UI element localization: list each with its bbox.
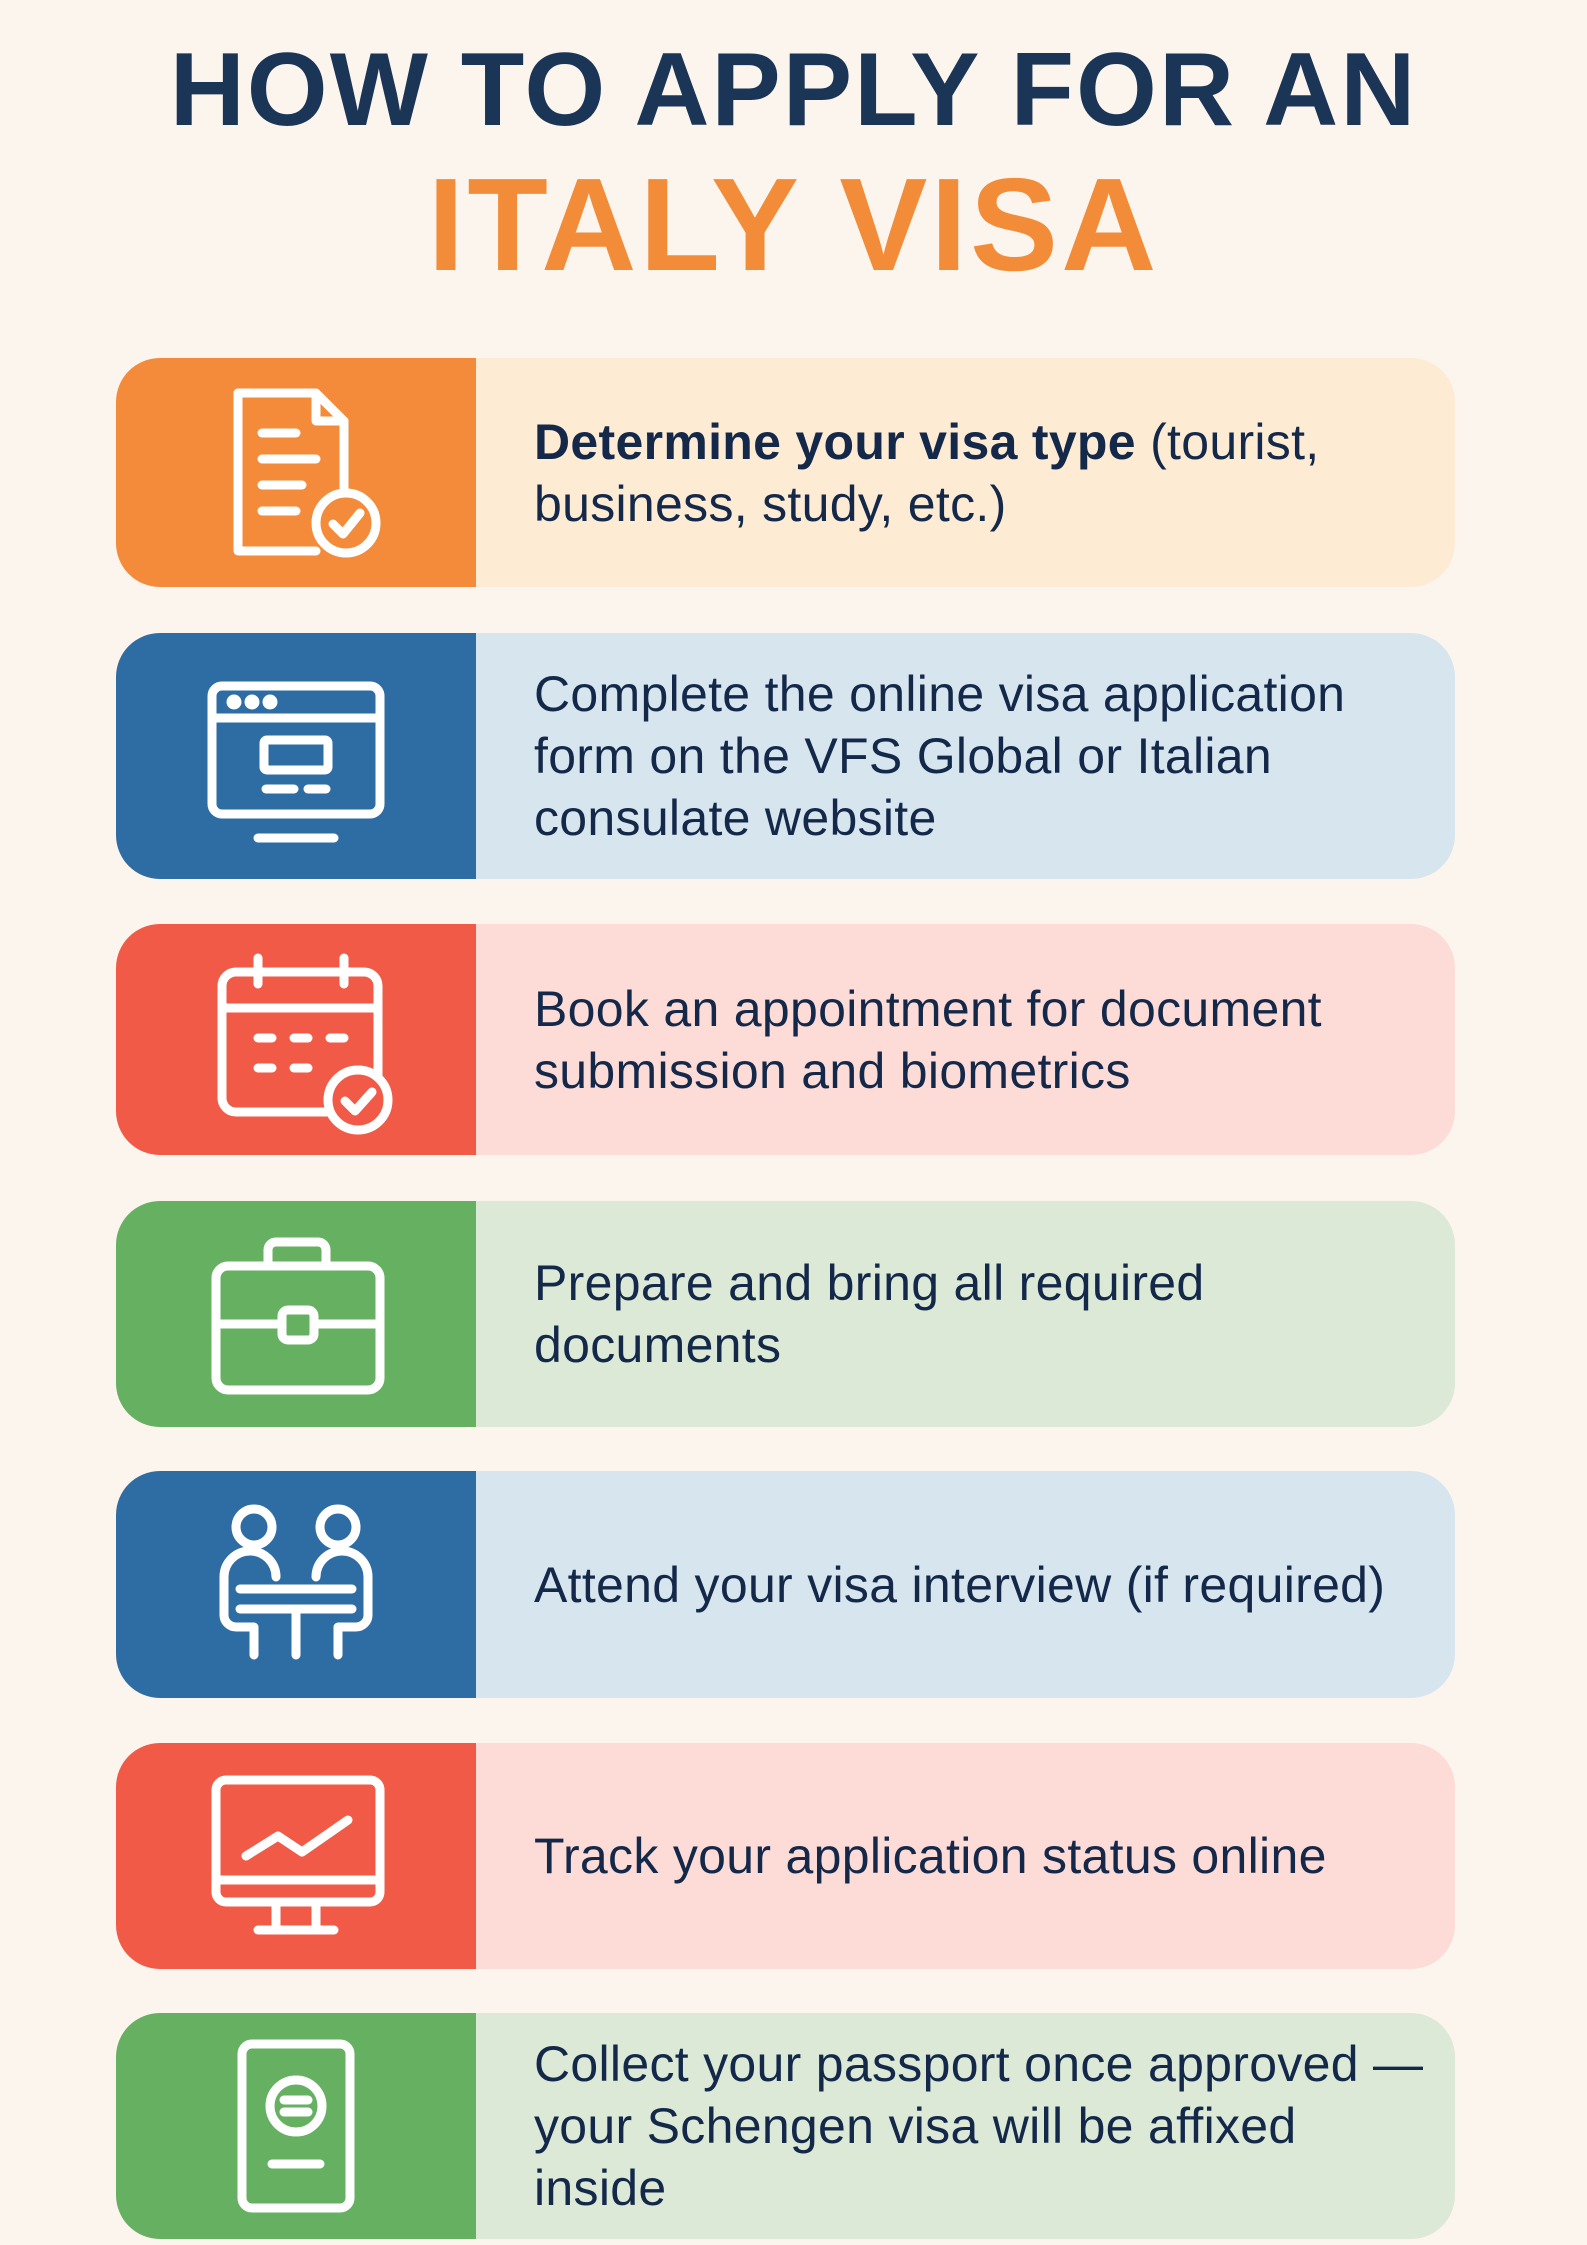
step-3-text: Book an appointment for document submission and biometrics	[534, 980, 1322, 1099]
step-2-icon-panel	[116, 633, 476, 879]
calendar-check-icon	[196, 940, 396, 1140]
step-3-icon-panel	[116, 924, 476, 1155]
passport-icon	[196, 2026, 396, 2226]
step-1-text-regular: (tourist, business, study, etc.)	[534, 413, 1320, 532]
browser-window-icon	[196, 656, 396, 856]
step-5-text-panel	[476, 1471, 1455, 1698]
step-5-icon-panel	[116, 1471, 476, 1698]
step-4-text-panel	[476, 1201, 1455, 1427]
step-3-text-panel	[476, 924, 1455, 1155]
step-2-text-panel	[476, 633, 1455, 879]
briefcase-icon	[196, 1214, 396, 1414]
step-card-6	[116, 1743, 1455, 1969]
step-1-icon-panel	[116, 358, 476, 587]
document-check-icon	[196, 373, 396, 573]
step-1-text	[534, 411, 1435, 535]
step-card-3	[116, 924, 1455, 1155]
step-card-7	[116, 2013, 1455, 2239]
title-line-2: ITALY VISA	[427, 151, 1160, 298]
step-card-4	[116, 1201, 1455, 1427]
step-5-text: Attend your visa interview (if required)	[534, 1556, 1386, 1613]
step-card-5	[116, 1471, 1455, 1698]
title-line-1: HOW TO APPLY FOR AN	[169, 32, 1418, 148]
step-6-text: Track your application status online	[534, 1828, 1327, 1884]
step-2-text: Complete the online visa application form on the VFS Global or Italian consulate website	[534, 666, 1346, 846]
step-6-text-panel	[476, 1743, 1455, 1969]
monitor-chart-icon	[196, 1756, 396, 1956]
step-7-text-panel	[476, 2013, 1455, 2239]
step-card-1	[116, 358, 1455, 587]
step-6-icon-panel	[116, 1743, 476, 1969]
interview-people-icon	[196, 1485, 396, 1685]
step-1-text-panel	[476, 358, 1455, 587]
step-card-2	[116, 633, 1455, 879]
step-7-text: Collect your passport once approved — your Schengen visa will be affixed inside	[534, 2036, 1424, 2216]
step-7-icon-panel	[116, 2013, 476, 2239]
step-1-text-bold: Determine your visa type	[534, 413, 1136, 470]
step-4-text: Prepare and bring all required documents	[534, 1255, 1205, 1373]
step-4-icon-panel	[116, 1201, 476, 1427]
